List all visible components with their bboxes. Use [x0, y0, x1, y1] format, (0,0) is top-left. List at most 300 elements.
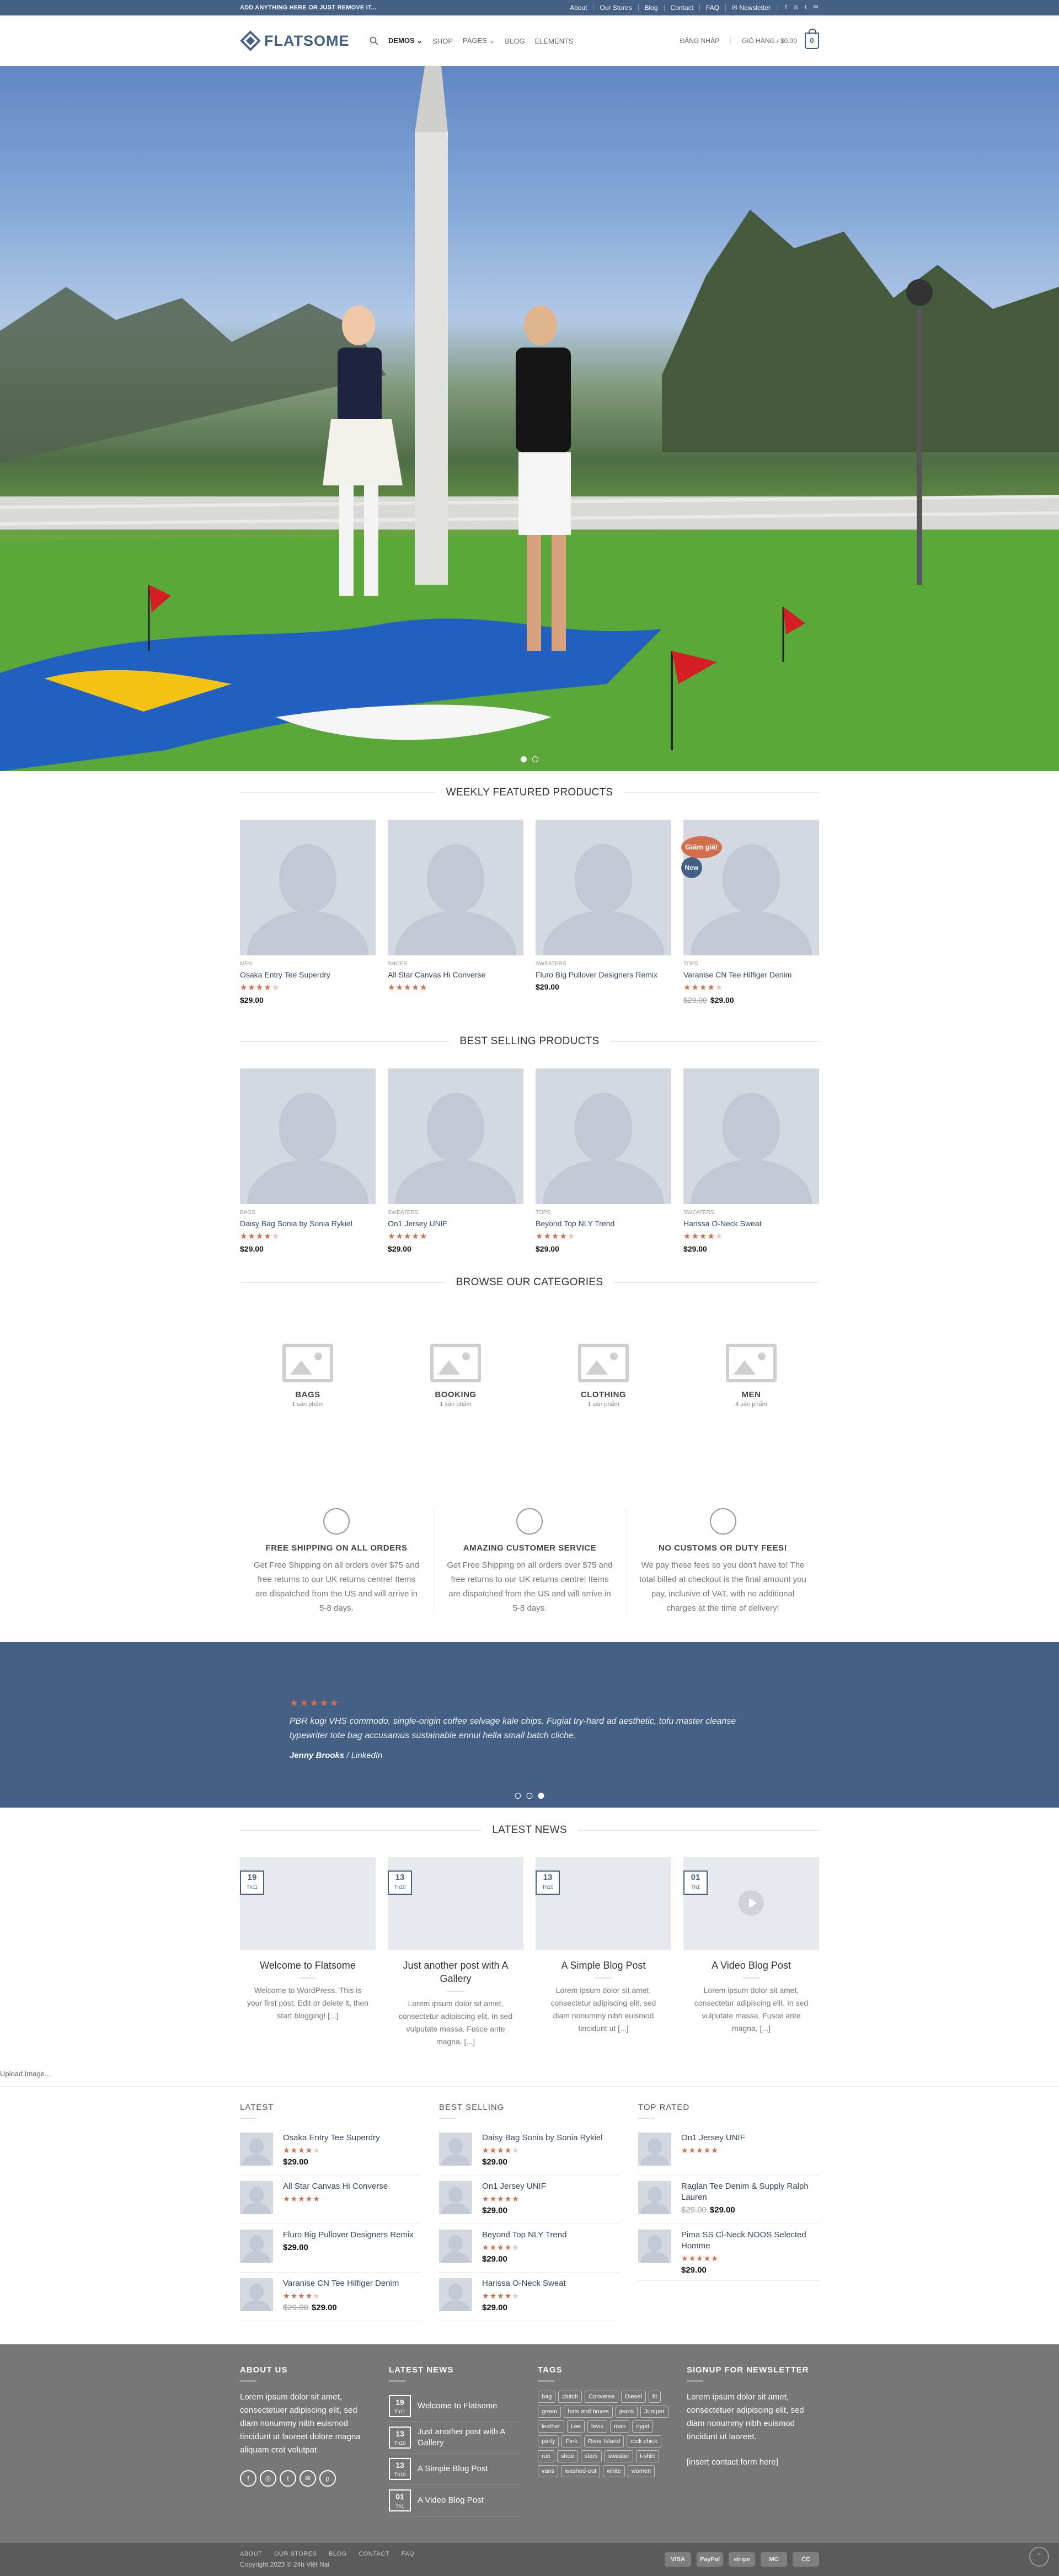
- testimonial-dots: [515, 1793, 544, 1799]
- product-card[interactable]: [536, 820, 671, 1004]
- rating-stars: [681, 2254, 819, 2263]
- stripe-icon: stripe: [729, 2552, 755, 2567]
- widget-title: TOP RATED: [638, 2103, 690, 2112]
- featured-heading: [240, 787, 819, 799]
- product-image[interactable]: [388, 1068, 523, 1204]
- email-icon[interactable]: ✉: [299, 2470, 316, 2487]
- star-icon: ★: [395, 1232, 404, 1241]
- product-image[interactable]: [536, 820, 671, 955]
- post-title[interactable]: Welcome to Flatsome: [260, 1960, 356, 1971]
- placeholder-head: [427, 1093, 484, 1161]
- current-price: $29.00: [683, 1244, 707, 1253]
- newsletter-link[interactable]: ✉ Newsletter: [725, 4, 777, 12]
- tag-link[interactable]: clutch: [558, 2391, 582, 2403]
- current-price: $29.00: [482, 2157, 507, 2167]
- post-title[interactable]: A Simple Blog Post: [561, 1960, 646, 1971]
- footer-news-title[interactable]: A Video Blog Post: [418, 2495, 484, 2505]
- tag-link[interactable]: Lee: [567, 2420, 585, 2433]
- product-price: [240, 996, 376, 1004]
- footer-news-title: LATEST NEWS: [389, 2365, 454, 2375]
- product-name[interactable]: On1 Jersey UNIF: [388, 1219, 448, 1228]
- product-thumbnail[interactable]: [240, 2181, 273, 2214]
- product-name[interactable]: Fluro Big Pullover Designers Remix: [283, 2230, 414, 2240]
- product-category[interactable]: MEN: [240, 961, 253, 967]
- divider: [0, 2086, 1059, 2087]
- tag-link[interactable]: River Island: [584, 2435, 624, 2447]
- star-icon: ★: [419, 983, 428, 992]
- product-name[interactable]: On1 Jersey UNIF: [482, 2182, 546, 2191]
- footer-news-title[interactable]: Welcome to Flatsome: [418, 2401, 498, 2411]
- tag-link[interactable]: Jumper: [640, 2406, 668, 2418]
- current-price: $29.00: [482, 2303, 507, 2312]
- product-card[interactable]: [240, 820, 376, 1004]
- rating-stars: [536, 1231, 671, 1241]
- star-icon: ★: [248, 1232, 256, 1241]
- product-price: [283, 2243, 414, 2252]
- category-count: 1 sản phẩm: [587, 1401, 619, 1408]
- product-name[interactable]: Osaka Entry Tee Superdry: [240, 970, 330, 979]
- category-count: 1 sản phẩm: [440, 1401, 472, 1408]
- footer-news-title[interactable]: Just another post with A Gallery: [418, 2427, 505, 2447]
- product-name[interactable]: Fluro Big Pullover Designers Remix: [536, 970, 657, 979]
- widget-product-info: [283, 2230, 414, 2267]
- main-nav: [370, 36, 680, 45]
- footer-link-about[interactable]: ABOUT: [240, 2551, 263, 2557]
- footer-link-stores[interactable]: OUR STORES: [274, 2551, 317, 2557]
- product-thumbnail[interactable]: [638, 2181, 671, 2214]
- product-image[interactable]: [240, 820, 376, 955]
- star-icon: ★: [703, 2254, 712, 2263]
- post-date-badge: [388, 1870, 412, 1895]
- nav-blog[interactable]: BLOG: [505, 36, 525, 45]
- hero-dots: [521, 756, 538, 762]
- widget-product[interactable]: [439, 2273, 620, 2321]
- play-icon[interactable]: [739, 1890, 764, 1916]
- product-category[interactable]: TOPS: [683, 961, 699, 967]
- twitter-icon[interactable]: t: [805, 4, 807, 10]
- tag-link[interactable]: t-shirt: [636, 2450, 659, 2462]
- tag-link[interactable]: shoe: [557, 2450, 578, 2462]
- widget-product-info: [681, 2181, 819, 2218]
- cart-count: 0: [810, 36, 814, 45]
- product-name[interactable]: All Star Canvas Hi Converse: [283, 2182, 388, 2191]
- widget-product[interactable]: [439, 2176, 620, 2224]
- star-icon: ★: [683, 1232, 692, 1241]
- product-price: [482, 2303, 566, 2312]
- star-icon: ★: [497, 2243, 505, 2252]
- news-posts: [240, 1857, 819, 2048]
- product-thumbnail[interactable]: [638, 2133, 671, 2166]
- site-logo[interactable]: [240, 30, 370, 51]
- widget-product[interactable]: [240, 2224, 421, 2273]
- category-count: 4 sản phẩm: [735, 1401, 767, 1408]
- post-card[interactable]: [536, 1857, 671, 2048]
- top-bar: [0, 0, 1059, 15]
- nav-demos[interactable]: [388, 36, 422, 45]
- product-price: [536, 982, 671, 991]
- product-image[interactable]: [388, 820, 523, 955]
- star-icon: ★: [411, 983, 420, 992]
- facebook-icon[interactable]: f: [785, 4, 787, 10]
- widget-product[interactable]: [240, 2273, 421, 2321]
- back-to-top-icon[interactable]: ⌃: [1029, 2547, 1049, 2567]
- product-thumbnail[interactable]: [439, 2230, 472, 2263]
- instagram-icon[interactable]: ◎: [793, 4, 799, 10]
- product-image[interactable]: [683, 1068, 819, 1204]
- product-card[interactable]: [683, 1068, 819, 1253]
- product-card[interactable]: [683, 820, 819, 1004]
- product-price: [681, 2265, 819, 2275]
- bestselling-heading: [240, 1035, 819, 1047]
- rating-stars: [283, 2146, 380, 2155]
- footer-news-item[interactable]: [389, 2485, 521, 2516]
- testimonial-author: Jenny Brooks: [290, 1751, 345, 1760]
- tag-link[interactable]: stars: [581, 2450, 602, 2462]
- categories-heading: [240, 1276, 819, 1289]
- cart-icon: [805, 33, 819, 49]
- rating-stars: [240, 1231, 376, 1241]
- rating-stars: [283, 2291, 399, 2301]
- star-icon: ★: [419, 1232, 428, 1241]
- footer-news-item[interactable]: [389, 2422, 521, 2454]
- star-icon: ★: [482, 2194, 490, 2203]
- footer-link-faq[interactable]: FAQ: [401, 2551, 415, 2557]
- product-category[interactable]: TOPS: [536, 1210, 551, 1216]
- footer-news-title[interactable]: A Simple Blog Post: [418, 2464, 488, 2473]
- tag-link[interactable]: man: [610, 2420, 629, 2433]
- product-name[interactable]: Varanise CN Tee Hilfiger Denim: [683, 970, 792, 979]
- product-thumbnail[interactable]: [439, 2133, 472, 2166]
- star-icon: ★: [290, 2194, 298, 2203]
- product-price: [683, 1244, 819, 1253]
- widget-product[interactable]: [439, 2224, 620, 2273]
- product-thumbnail[interactable]: [240, 2133, 273, 2166]
- feature-text: We pay these fees so you don't have to! The total billed at checkout is the final amount you pay, inclusive of VAT, with no additional charges at the time of delivery!: [639, 1560, 806, 1613]
- star-icon: ★: [255, 983, 264, 992]
- top-link-blog[interactable]: Blog: [638, 4, 664, 12]
- divider: [240, 2380, 256, 2382]
- absolute-footer: [0, 2543, 1059, 2576]
- tag-link[interactable]: women: [628, 2465, 655, 2477]
- star-icon: ★: [497, 2291, 505, 2300]
- product-name[interactable]: On1 Jersey UNIF: [681, 2133, 745, 2142]
- post-day: 13: [395, 2461, 404, 2470]
- current-price: $29.00: [482, 2254, 507, 2264]
- post-title[interactable]: Just another post with A Gallery: [403, 1960, 509, 1984]
- widget-product[interactable]: [240, 2176, 421, 2224]
- hero-dot-1[interactable]: [521, 756, 527, 762]
- main-content: [240, 787, 819, 1616]
- tag-link[interactable]: nypd: [632, 2420, 653, 2433]
- old-price: $29.00: [683, 996, 707, 1004]
- star-icon: ★: [271, 983, 280, 992]
- featured-products: [240, 820, 819, 1004]
- star-icon: ★: [707, 1232, 715, 1241]
- star-icon: ★: [559, 1232, 568, 1241]
- post-month: Th10: [394, 2472, 406, 2477]
- testimonial-slider[interactable]: [0, 1642, 1059, 1808]
- tag-link[interactable]: washed-out: [561, 2465, 600, 2477]
- post-card[interactable]: [388, 1857, 523, 2048]
- hero-dot-2[interactable]: [532, 756, 538, 762]
- product-name[interactable]: Daisy Bag Sonia by Sonia Rykiel: [482, 2133, 603, 2142]
- widget-column: [240, 2103, 421, 2321]
- star-icon: ★: [497, 2146, 505, 2155]
- copyright: Copyright 2023 © 24h Việt Nại: [240, 2561, 330, 2568]
- testimonial-dot-2[interactable]: [527, 1793, 533, 1799]
- placeholder-image-icon: [726, 1344, 777, 1382]
- star-icon: ★: [711, 2254, 719, 2263]
- product-card[interactable]: [388, 820, 523, 1004]
- tag-link[interactable]: rock chick: [627, 2435, 661, 2447]
- current-price: $29.00: [709, 2205, 735, 2215]
- star-icon: ★: [512, 2194, 520, 2203]
- widget-product-info: [283, 2181, 388, 2218]
- product-price: [283, 2303, 399, 2312]
- feature-text: Get Free Shipping on all orders over $75 and free returns to our UK returns centre! Items are dispatched from the US and will arrive in 5-8 days.: [253, 1560, 420, 1613]
- post-date-badge: [240, 1870, 264, 1895]
- email-icon[interactable]: ✉: [813, 4, 819, 10]
- placeholder-image-icon: [578, 1344, 629, 1382]
- nav-pages[interactable]: [463, 36, 495, 45]
- footer-socials: [240, 2470, 372, 2487]
- star-icon: ★: [240, 1232, 248, 1241]
- divider: [687, 2380, 703, 2382]
- placeholder-head: [575, 844, 632, 912]
- footer-link-blog[interactable]: BLOG: [329, 2551, 347, 2557]
- logo-mark-icon: [240, 30, 261, 51]
- top-link-contact[interactable]: Contact: [664, 4, 699, 12]
- product-name[interactable]: Beyond Top NLY Trend: [536, 1219, 615, 1228]
- placeholder-body: [543, 911, 664, 955]
- star-icon: ★: [703, 2146, 712, 2155]
- old-price: $29.00: [681, 2205, 707, 2215]
- star-icon: ★: [696, 2254, 704, 2263]
- tag-link[interactable]: levis: [587, 2420, 607, 2433]
- star-icon: ★: [388, 1232, 396, 1241]
- site-header: [0, 15, 1059, 66]
- post-date-badge: [389, 2427, 411, 2449]
- divider: [638, 2118, 655, 2119]
- facebook-icon[interactable]: f: [240, 2470, 256, 2487]
- star-icon: ★: [707, 983, 715, 992]
- product-name[interactable]: Pima SS Cl-Neck NOOS Selected Homme: [681, 2230, 806, 2251]
- product-thumbnail[interactable]: [439, 2181, 472, 2214]
- top-link-faq[interactable]: FAQ: [699, 4, 725, 12]
- star-icon: ★: [715, 983, 724, 992]
- widget-product-info: [482, 2230, 566, 2267]
- cart-link[interactable]: [731, 33, 819, 49]
- current-price: $29.00: [681, 2265, 707, 2275]
- product-name[interactable]: Harissa O-Neck Sweat: [482, 2279, 566, 2288]
- category-grid: [240, 1344, 819, 1471]
- rating-stars: [482, 2291, 566, 2301]
- testimonial-dot-3[interactable]: [538, 1793, 544, 1799]
- tag-link[interactable]: Pink: [561, 2435, 581, 2447]
- current-price: $29.00: [710, 996, 734, 1004]
- post-day: 19: [247, 1873, 257, 1882]
- category-clothing[interactable]: [536, 1344, 671, 1471]
- tag-link[interactable]: bag: [538, 2391, 555, 2403]
- category-name: CLOTHING: [580, 1390, 627, 1399]
- star-icon: ★: [512, 2291, 520, 2300]
- widget-product-info: [283, 2133, 380, 2169]
- tag-link[interactable]: hats and boxes: [564, 2406, 613, 2418]
- footer-news-item[interactable]: [389, 2391, 521, 2422]
- tag-link[interactable]: vans: [538, 2465, 558, 2477]
- chevron-down-icon: ⌄: [489, 36, 495, 45]
- divider: [299, 1978, 316, 1979]
- post-title[interactable]: A Video Blog Post: [712, 1960, 791, 1971]
- star-icon: ★: [240, 983, 248, 992]
- product-name[interactable]: Beyond Top NLY Trend: [482, 2230, 567, 2240]
- sale-badge: Giảm giá!: [681, 836, 722, 858]
- widget-product[interactable]: [638, 2127, 819, 2176]
- product-name[interactable]: Varanise CN Tee Hilfiger Denim: [283, 2279, 399, 2288]
- widget-product-info: [482, 2278, 566, 2315]
- star-icon: ★: [298, 2291, 306, 2300]
- post-card[interactable]: [683, 1857, 819, 2048]
- tag-link[interactable]: jeans: [616, 2406, 638, 2418]
- star-icon: ★: [411, 1232, 420, 1241]
- product-category[interactable]: SHOES: [388, 961, 408, 967]
- widget-product-info: [681, 2133, 745, 2169]
- product-name[interactable]: All Star Canvas Hi Converse: [388, 970, 486, 979]
- placeholder-body: [691, 911, 812, 955]
- star-icon: ★: [313, 2146, 320, 2155]
- pinterest-icon[interactable]: p: [319, 2470, 336, 2487]
- instagram-icon[interactable]: ◎: [260, 2470, 276, 2487]
- product-category[interactable]: SWEATERS: [388, 1210, 419, 1216]
- star-icon: ★: [298, 2194, 306, 2203]
- feature-service: [433, 1508, 626, 1616]
- cashondelivery-icon: CC: [793, 2552, 819, 2567]
- product-card[interactable]: [388, 1068, 523, 1253]
- placeholder-body: [543, 1159, 664, 1204]
- tag-link[interactable]: fit: [649, 2391, 661, 2403]
- tag-link[interactable]: Diesel: [621, 2391, 646, 2403]
- widget-product-info: [283, 2278, 399, 2315]
- product-image[interactable]: [240, 1068, 376, 1204]
- category-men[interactable]: [683, 1344, 819, 1471]
- category-name: MEN: [741, 1390, 761, 1399]
- star-icon: ★: [536, 1232, 544, 1241]
- footer-newsletter: [687, 2365, 819, 2516]
- placeholder-body: [395, 1159, 516, 1204]
- tag-link[interactable]: white: [603, 2465, 625, 2477]
- product-name[interactable]: Raglan Tee Denim & Supply Ralph Lauren: [681, 2182, 809, 2202]
- category-name: BOOKING: [435, 1390, 477, 1399]
- footer-newsletter-title: SIGNUP FOR NEWSLETTER: [687, 2365, 809, 2375]
- product-thumbnail[interactable]: [240, 2230, 273, 2263]
- widget-product[interactable]: [638, 2224, 819, 2281]
- product-price: [536, 1244, 671, 1253]
- news-title: LATEST NEWS: [492, 1824, 567, 1836]
- product-thumbnail[interactable]: [240, 2278, 273, 2311]
- widget-product[interactable]: [638, 2176, 819, 2224]
- star-icon: ★: [504, 2291, 512, 2300]
- placeholder-body: [247, 911, 368, 955]
- login-link[interactable]: ĐĂNG NHẬP: [680, 37, 731, 45]
- placeholder-image-icon: [282, 1344, 333, 1382]
- news-section: [240, 1824, 819, 2048]
- tag-link[interactable]: green: [538, 2406, 561, 2418]
- product-name[interactable]: Harissa O-Neck Sweat: [683, 1219, 762, 1228]
- mastercard-icon: MC: [761, 2552, 787, 2567]
- star-icon: ★: [543, 1232, 552, 1241]
- post-image: [536, 1857, 671, 1950]
- product-category[interactable]: SWEATERS: [536, 961, 566, 967]
- star-icon: ★: [489, 2194, 498, 2203]
- product-category[interactable]: SWEATERS: [683, 1210, 714, 1216]
- category-booking[interactable]: [388, 1344, 523, 1471]
- widget-product[interactable]: [240, 2127, 421, 2176]
- top-link-about[interactable]: About: [570, 4, 587, 12]
- product-card[interactable]: [240, 1068, 376, 1253]
- tag-link[interactable]: Converse: [585, 2391, 618, 2403]
- product-thumbnail[interactable]: [439, 2278, 472, 2311]
- product-category[interactable]: BAGS: [240, 1210, 255, 1216]
- logo-text: FLATSOME: [264, 32, 350, 49]
- post-card[interactable]: [240, 1857, 376, 2048]
- star-icon: ★: [482, 2243, 490, 2252]
- product-card[interactable]: [536, 1068, 671, 1253]
- upload-image-link[interactable]: Upload Image...: [0, 2070, 51, 2078]
- placeholder-head: [279, 1093, 336, 1161]
- tag-link[interactable]: run: [538, 2450, 554, 2462]
- star-icon: ★: [313, 2194, 320, 2203]
- category-bags[interactable]: [240, 1344, 376, 1471]
- footer-link-contact[interactable]: CONTACT: [359, 2551, 390, 2557]
- current-price: $29.00: [388, 1244, 411, 1253]
- post-day: 19: [395, 2398, 404, 2407]
- top-link-stores[interactable]: Our Stores: [593, 4, 638, 12]
- widget-title: LATEST: [240, 2103, 274, 2112]
- footer-tags-title: TAGS: [538, 2365, 563, 2375]
- post-excerpt: Welcome to WordPress. This is your first post. Edit or delete it, then start blogging! [...]: [247, 1986, 369, 2020]
- star-icon: ★: [403, 1232, 412, 1241]
- nav-shop[interactable]: SHOP: [432, 36, 453, 45]
- footer-about-title: ABOUT US: [240, 2365, 288, 2375]
- footer-news-item[interactable]: [389, 2454, 521, 2485]
- twitter-icon[interactable]: t: [280, 2470, 296, 2487]
- product-name[interactable]: Osaka Entry Tee Superdry: [283, 2133, 380, 2142]
- contact-form-placeholder: [insert contact form here]: [687, 2457, 778, 2467]
- search-icon[interactable]: [370, 36, 378, 45]
- product-thumbnail[interactable]: [638, 2230, 671, 2263]
- nav-pages-label: PAGES: [463, 36, 487, 45]
- tag-link[interactable]: party: [538, 2435, 559, 2447]
- divider: [538, 2380, 554, 2382]
- post-month: Th10: [542, 1884, 554, 1890]
- nav-elements[interactable]: ELEMENTS: [534, 36, 574, 45]
- star-icon: ★: [567, 1232, 576, 1241]
- product-widgets: [240, 2103, 819, 2321]
- product-image[interactable]: [536, 1068, 671, 1204]
- widget-product[interactable]: [439, 2127, 620, 2176]
- footer-about: [240, 2365, 372, 2516]
- hero-image: [0, 66, 1059, 771]
- product-price: [482, 2157, 602, 2167]
- hero-slider[interactable]: [0, 66, 1059, 771]
- tag-link[interactable]: sweater: [605, 2450, 634, 2462]
- footer-newsletter-text: Lorem ipsum dolor sit amet, consectetuer adipiscing elit, sed diam nonummy nibh euismod tincidunt ut laoreet.: [687, 2392, 804, 2441]
- product-name[interactable]: Daisy Bag Sonia by Sonia Rykiel: [240, 1219, 352, 1228]
- star-icon: ★: [388, 983, 396, 992]
- star-icon: ★: [489, 2146, 498, 2155]
- tag-link[interactable]: leather: [538, 2420, 564, 2433]
- testimonial-dot-1[interactable]: [515, 1793, 521, 1799]
